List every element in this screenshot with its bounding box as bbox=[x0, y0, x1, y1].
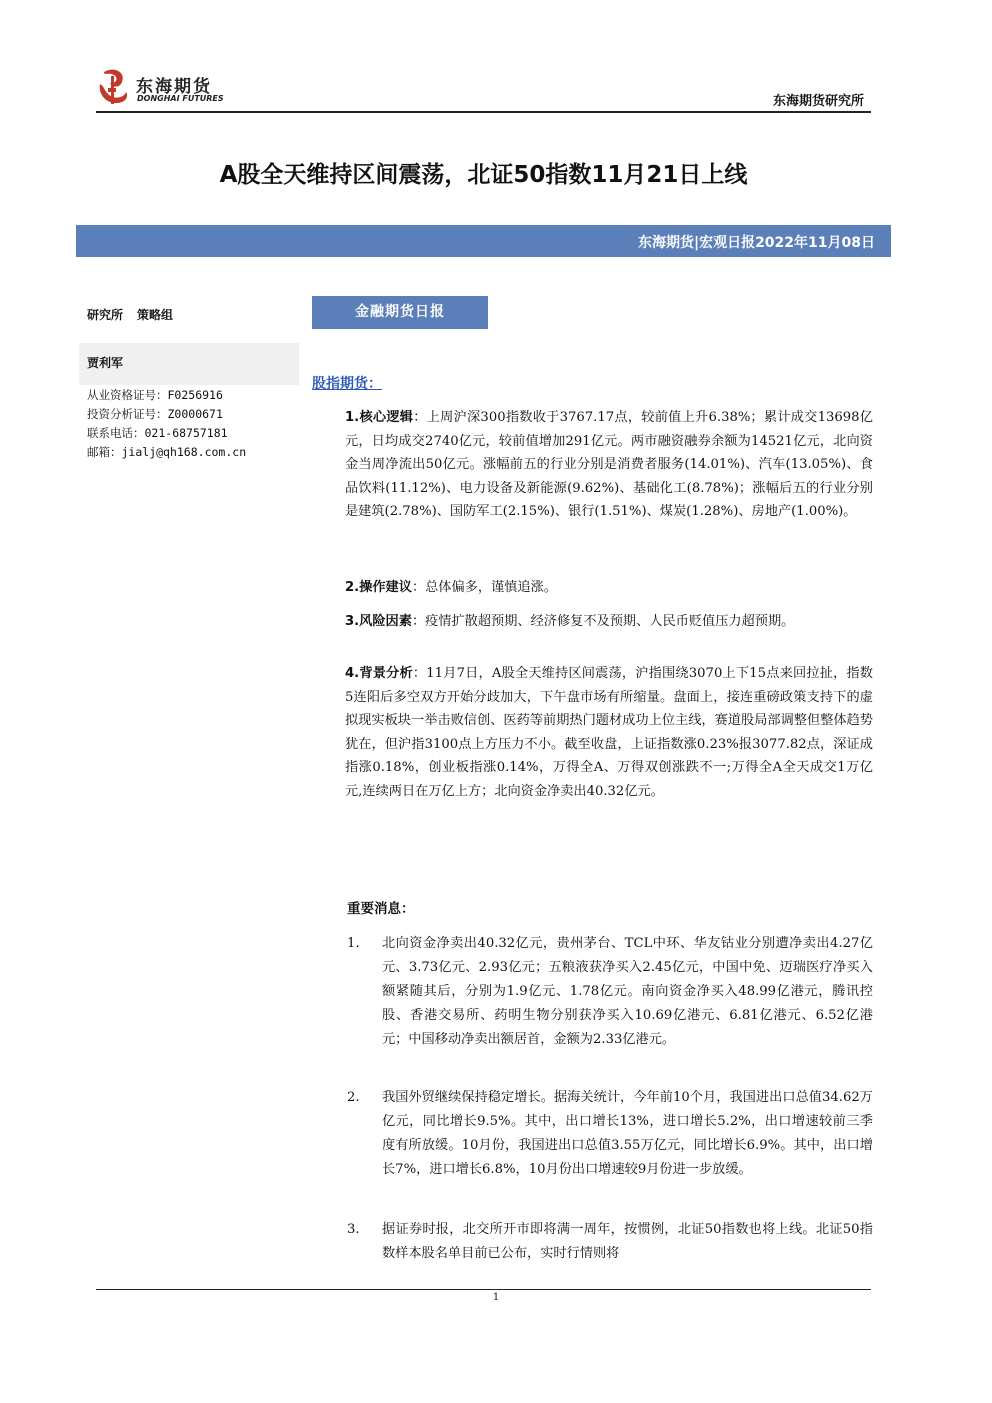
institute-name: 东海期货研究所 bbox=[772, 94, 864, 109]
news-number: 1. bbox=[347, 936, 360, 951]
investment-analysis-number: 投资分析证号：Z0000671 bbox=[87, 407, 223, 421]
analyst-info bbox=[87, 386, 246, 462]
paragraph-text: ：11月7日，A股全天维持区间震荡，沪指围绕3070上下15点来回拉扯，指数5连阳后多空双方开始分歧加大，下午盘市场有所缩量。盘面上，接连重磅政策支持下的虚拟现实板块一举击败信创、医药等前期热门题材成功上位主线，赛道股局部调整但整体趋势犹在，但沪指3100点上方压力不小。截至收盘，上证指数涨0.23%报3077.82点，深证成指涨0.18%，创业板指涨0.14%，万得全A、万得双创涨跌不一;万得全A全天成交1万亿元,连续两日在万亿上方；北向资金净卖出40.32亿元。 bbox=[345, 666, 873, 799]
stock-index-futures-heading: 股指期货： bbox=[312, 376, 382, 392]
section-tab: 金融期货日报 bbox=[312, 296, 488, 329]
company-logo bbox=[96, 66, 236, 110]
important-news-heading: 重要消息： bbox=[347, 901, 415, 917]
logo-chinese-name: 东海期货 bbox=[136, 77, 212, 97]
qualification-number: 从业资格证号：F0256916 bbox=[87, 388, 223, 402]
news-text: 北向资金净卖出40.32亿元，贵州茅台、TCL中环、华友钴业分别遭净卖出4.27亿元、3.73亿元、2.93亿元；五粮液获净买入2.45亿元，中国中免、迈瑞医疗净买入额紧随其后，分别为1.9亿元、1.78亿元。南向资金净买入48.99亿港元，腾讯控股、香港交易所、药明生物分别获净买入10.69亿港元、6.81亿港元、6.52亿港元；中国移动净卖出额居首，金额为2.33亿港元。 bbox=[382, 936, 873, 1047]
news-text: 据证券时报，北交所开市即将满一周年，按惯例，北证50指数也将上线。北证50指数样本股名单目前已公布，实时行情则将 bbox=[382, 1222, 873, 1261]
paragraph-label: 4.背景分析 bbox=[345, 666, 413, 681]
risk-factors-paragraph bbox=[345, 610, 873, 634]
news-item bbox=[347, 932, 873, 1052]
news-number: 2. bbox=[347, 1090, 360, 1105]
donghai-logo-icon bbox=[96, 66, 130, 106]
footer-divider bbox=[96, 1289, 871, 1290]
news-item bbox=[347, 1218, 873, 1266]
news-text: 我国外贸继续保持稳定增长。据海关统计，今年前10个月，我国进出口总值34.62万亿元，同比增长9.5%。其中，出口增长13%，进口增长5.2%，出口增速较前三季度有所放缓。10月份，我国进出口总值3.55万亿元，同比增长6.9%。其中，出口增长7%，进口增长6.8%，10月份出口增速较9月份进一步放缓。 bbox=[382, 1090, 873, 1177]
group-label: 策略组 bbox=[137, 308, 174, 322]
paragraph-text: ：上周沪深300指数收于3767.17点，较前值上升6.38%；累计成交13698亿元，日均成交2740亿元，较前值增加291亿元。两市融资融券余额为14521亿元，北向资金当周净流出50亿元。涨幅前五的行业分别是消费者服务(14.01%)、汽车(13.05%)、食品饮料(11.12%)、电力设备及新能源(9.62%)、基础化工(8.78%)；涨幅后五的行业分别是建筑(2.78%)、国防军工(2.15%)、银行(1.51%)、煤炭(1.28%)、房地产(1.00%)。 bbox=[345, 410, 873, 520]
paragraph-text: ：疫情扩散超预期、经济修复不及预期、人民币贬值压力超预期。 bbox=[411, 614, 795, 629]
report-banner bbox=[76, 225, 891, 257]
banner-text: 东海期货|宏观日报2022年11月08日 bbox=[637, 235, 875, 251]
news-item bbox=[347, 1086, 873, 1182]
team-label bbox=[87, 306, 299, 323]
analyst-name: 贾利军 bbox=[79, 343, 299, 385]
header-divider bbox=[96, 111, 871, 113]
logo-english-name: DONGHAI FUTURES bbox=[137, 94, 224, 103]
author-sidebar bbox=[87, 306, 299, 459]
background-analysis-paragraph bbox=[345, 662, 873, 804]
paragraph-label: 2.操作建议 bbox=[345, 580, 412, 595]
paragraph-label: 3.风险因素 bbox=[345, 614, 412, 629]
paragraph-text: ：总体偏多，谨慎追涨。 bbox=[411, 580, 557, 595]
operation-advice-paragraph bbox=[345, 576, 873, 600]
core-logic-paragraph bbox=[345, 406, 873, 524]
page-number: 1 bbox=[492, 1292, 500, 1303]
paragraph-label: 1.核心逻辑 bbox=[345, 410, 414, 425]
department-label: 研究所 bbox=[87, 308, 124, 322]
contact-email: 邮箱：jialj@qh168.com.cn bbox=[87, 445, 247, 459]
report-title: A股全天维持区间震荡，北证50指数11月21日上线 bbox=[219, 162, 748, 188]
news-number: 3. bbox=[347, 1222, 360, 1237]
contact-phone: 联系电话：021-68757181 bbox=[87, 426, 228, 440]
